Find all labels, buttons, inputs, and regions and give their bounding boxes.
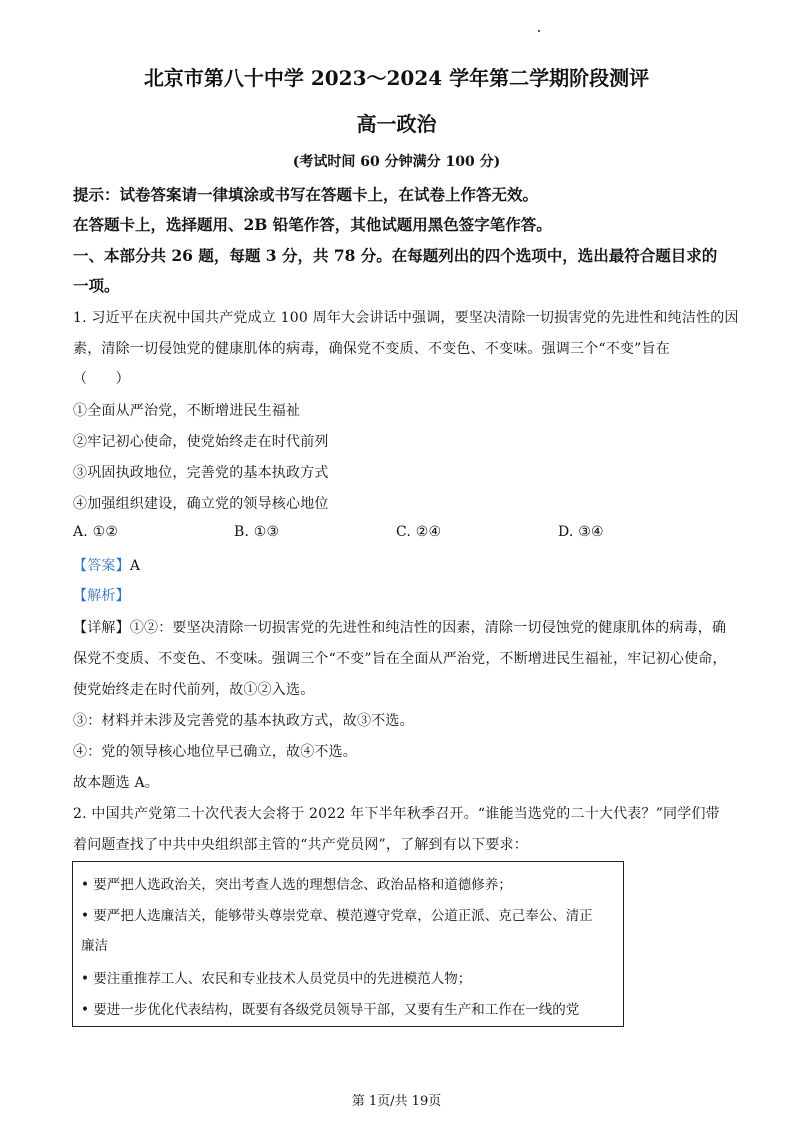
q1-stem-line-3: （ ） [73,371,130,387]
q1-conclusion: 故本题选 A。 [73,775,159,791]
analysis-label: 【解析】 [73,588,130,604]
requirement-1: • 要严把人选政治关，突出考查人选的理想信念、政治品格和道德修养； [81,877,512,893]
q1-option-a: A. ①② [73,524,119,540]
q1-detail-line-3: 使党始终走在时代前列，故①②入选。 [73,682,315,698]
q1-detail-line-5: ④：党的领导核心地位早已确立，故④不选。 [73,744,357,760]
section-heading-line-2: 一项。 [73,276,120,295]
q1-analysis-label [73,585,130,605]
section-heading-line-1: 一、本部分共 26 题，每题 3 分，共 78 分。在每题列出的四个选项中，选出最符合题目求的 [73,246,718,265]
detail-label: 【详解】 [73,620,130,636]
q1-detail-line-4: ③：材料并未涉及完善党的基本执政方式，故③不选。 [73,713,414,729]
requirement-2: • 要严把人选廉洁关，能够带头尊崇党章、模范遵守党章，公道正派、克己奉公、清正 [81,908,593,924]
page-title: 北京市第八十中学 2023～2024 学年第二学期阶段测评 [143,66,650,90]
q1-option-b: B. ①③ [234,524,280,540]
subject-title: 高一政治 [356,112,437,136]
requirement-3: • 要注重推荐工人、农民和专业技术人员党员中的先进模范人物； [81,971,472,987]
requirement-2-cont: 廉洁 [81,938,108,954]
scan-speck [538,30,540,32]
q1-item-1: ①全面从严治党，不断增进民生福祉 [73,403,301,419]
q2-requirements-box [72,861,624,1027]
q1-detail-line-2: 保党不变质、不变色、不变味。强调三个“不变”旨在全面从严治党，不断增进民生福祉，牢记初心使命， [73,651,727,667]
q1-item-2: ②牢记初心使命，使党始终走在时代前列 [73,434,329,450]
q1-answer [73,555,140,575]
q1-detail-line-1 [73,617,726,637]
page-number: 第 1页/共 19页 [351,1094,442,1109]
q2-stem-line-1: 2. 中国共产党第二十次代表大会将于 2022 年下半年秋季召开。“谁能当选党的二十大代表？”同学们带 [73,806,720,822]
q2-stem-line-2: 着问题查找了中共中央组织部主管的“共产党员网”，了解到有以下要求： [73,837,528,853]
answer-label: 【答案】 [73,558,130,574]
detail-text-1: ①②：要坚决清除一切损害党的先进性和纯洁性的因素，清除一切侵蚀党的健康肌体的病毒，确 [129,620,727,636]
q1-option-c: C. ②④ [396,524,442,540]
q1-item-4: ④加强组织建设，确立党的领导核心地位 [73,496,329,512]
instruction-line-1: 提示：试卷答案请一律填涂或书写在答题卡上，在试卷上作答无效。 [73,185,539,204]
instruction-line-2: 在答题卡上，选择题用、2B 铅笔作答，其他试题用黑色签字笔作答。 [73,215,552,234]
answer-value: A [129,558,141,574]
q1-stem-line-1: 1. 习近平在庆祝中国共产党成立 100 周年大会讲话中强调，要坚决清除一切损害党的先进性和纯洁性的因 [73,310,739,326]
requirement-4: • 要进一步优化代表结构，既要有各级党员领导干部，又要有生产和工作在一线的党 [81,1002,580,1018]
q1-option-d: D. ③④ [558,524,604,540]
q1-stem-line-2: 素，清除一切侵蚀党的健康肌体的病毒，确保党不变质、不变色、不变味。强调三个“不变”旨在 [73,341,670,357]
exam-info: (考试时间 60 分钟满分 100 分) [292,154,501,170]
q1-item-3: ③巩固执政地位，完善党的基本执政方式 [73,465,329,481]
